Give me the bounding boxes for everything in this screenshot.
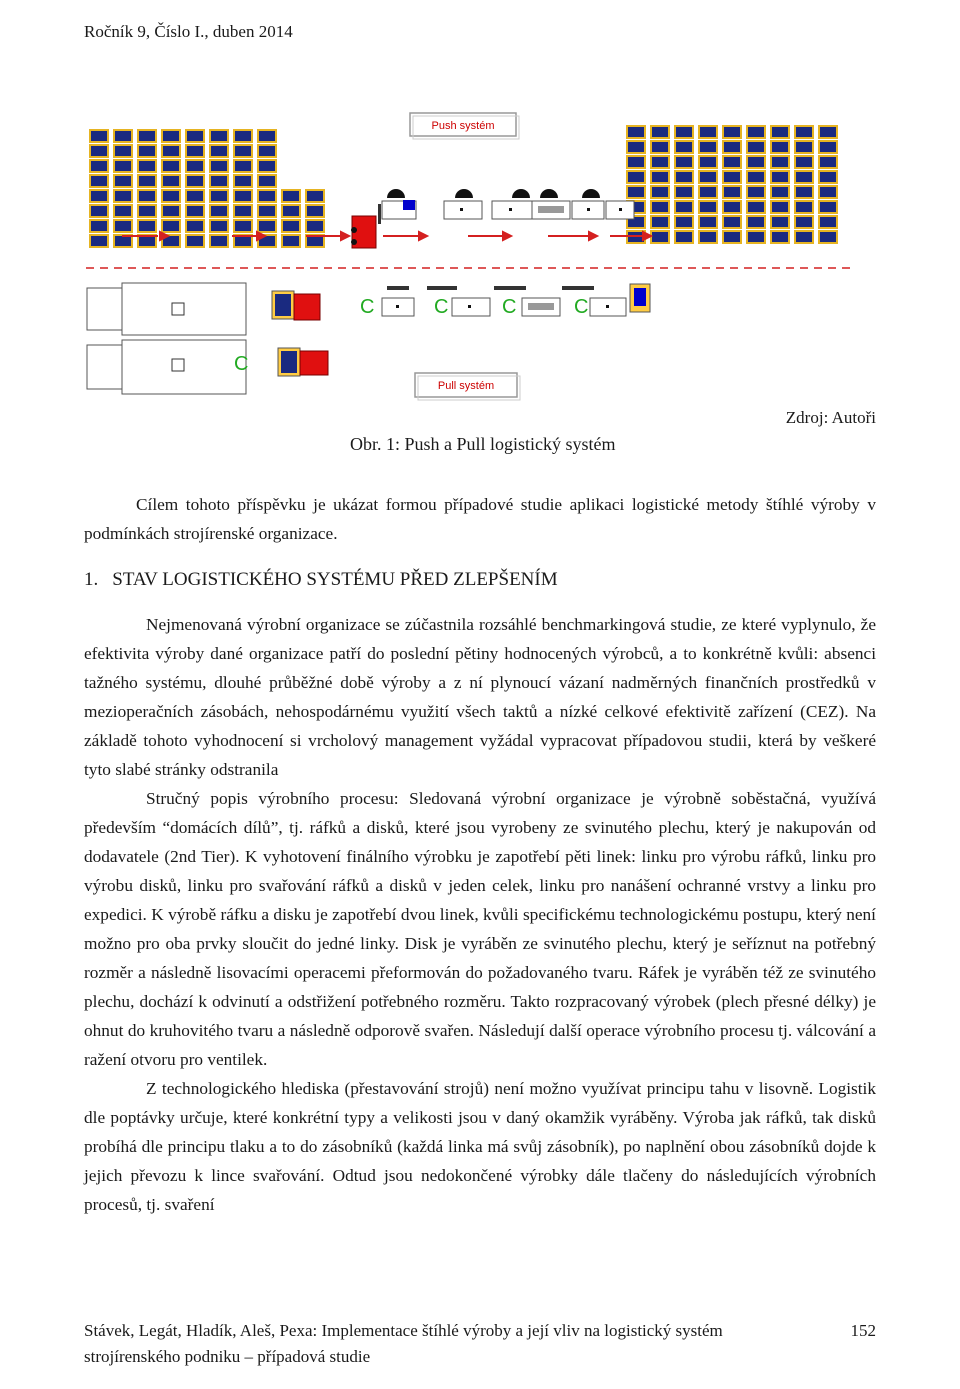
storage-rack: [90, 160, 108, 172]
storage-rack: [258, 175, 276, 187]
storage-rack: [771, 171, 789, 183]
storage-rack: [210, 145, 228, 157]
storage-rack: [234, 220, 252, 232]
storage-rack: [90, 235, 108, 247]
storage-rack: [819, 186, 837, 198]
storage-rack: [234, 145, 252, 157]
storage-rack: [723, 201, 741, 213]
section-title: STAV LOGISTICKÉHO SYSTÉMU PŘED ZLEPŠENÍM: [112, 569, 558, 590]
storage-rack: [819, 216, 837, 228]
storage-rack: [234, 130, 252, 142]
storage-rack: [795, 186, 813, 198]
storage-rack: [186, 235, 204, 247]
storage-rack: [723, 171, 741, 183]
storage-rack: [234, 160, 252, 172]
storage-rack: [162, 160, 180, 172]
pull-system-label: [415, 373, 520, 400]
storage-rack: [627, 156, 645, 168]
storage-rack: [747, 231, 765, 243]
storage-rack: [723, 186, 741, 198]
storage-rack: [795, 126, 813, 138]
storage-rack: [282, 205, 300, 217]
storage-rack: [162, 190, 180, 202]
storage-rack: [795, 216, 813, 228]
push-storage-racks-right: [627, 126, 837, 243]
storage-rack: [819, 126, 837, 138]
push-pull-figure: [82, 108, 877, 408]
section-number: 1.: [84, 569, 99, 590]
storage-rack: [138, 130, 156, 142]
body-paragraph: Stručný popis výrobního procesu: Sledovaná výrobní organizace je výrobně soběstačná, využívá především “domácích dílů”, tj. ráfků a disků, které jsou vyrobeny ze svinutého plechu, který je nakupován od dodavatele (2nd Tier). K vyhotovení finálního výrobku je zapotřebí pěti linek: linku pro výrobu ráfků, linku pro výrobu disků, linku pro svařování ráfků a disků v jeden celek, linku pro nanášení ochranné vrstvy a linku pro expedici. K výrobě ráfku a disku je zapotřebí dvou linek, kvůli specifickému technologickému postupu, který není možno pro oba prvky sloučit do jedné linky. Disk je vyráběn ze svinutého plechu, který je seříznut na potřebný rozměr a následně lisovacími operacemi přeformován do požadovaného tvaru. Ráfek je vyráběn též ze svinutého plechu, dochází k odvinutí a odstřižení potřebného rozměru. Takto rozpracovaný výrobek (plech přesné délky) je ohnut do kruhovitého tvaru a následně odporově svařen. Následují další operace výrobního procesu tj. válcování a ražení otvoru pro ventilek.: [84, 789, 876, 1069]
storage-rack: [306, 220, 324, 232]
storage-rack: [90, 130, 108, 142]
storage-rack: [651, 126, 669, 138]
svg-text:C: C: [234, 353, 249, 375]
storage-rack: [186, 160, 204, 172]
storage-rack: [90, 145, 108, 157]
storage-rack: [795, 201, 813, 213]
storage-rack: [699, 216, 717, 228]
storage-rack: [162, 205, 180, 217]
storage-rack: [651, 186, 669, 198]
storage-rack: [651, 156, 669, 168]
storage-rack: [627, 126, 645, 138]
storage-rack: [627, 141, 645, 153]
storage-rack: [723, 216, 741, 228]
storage-rack: [771, 231, 789, 243]
storage-rack: [258, 160, 276, 172]
storage-rack: [306, 190, 324, 202]
storage-rack: [258, 190, 276, 202]
storage-rack: [258, 205, 276, 217]
storage-rack: [90, 220, 108, 232]
storage-rack: [138, 220, 156, 232]
storage-rack: [771, 216, 789, 228]
delivery-trucks: [87, 283, 248, 394]
storage-rack: [90, 190, 108, 202]
running-header: Ročník 9, Číslo I., duben 2014: [84, 22, 293, 41]
svg-text:C: C: [360, 296, 375, 318]
pull-label-text: Pull systém: [437, 380, 495, 392]
storage-rack: [699, 126, 717, 138]
storage-rack: [138, 205, 156, 217]
storage-rack: [747, 126, 765, 138]
storage-rack: [627, 171, 645, 183]
storage-rack: [210, 190, 228, 202]
storage-rack: [771, 156, 789, 168]
page-number: 152: [850, 1321, 876, 1340]
storage-rack: [138, 145, 156, 157]
storage-rack: [186, 205, 204, 217]
storage-rack: [114, 190, 132, 202]
storage-rack: [186, 145, 204, 157]
storage-rack: [675, 231, 693, 243]
storage-rack: [723, 156, 741, 168]
svg-text:C: C: [434, 296, 449, 318]
storage-rack: [114, 205, 132, 217]
storage-rack: [234, 190, 252, 202]
storage-rack: [747, 216, 765, 228]
storage-rack: [747, 171, 765, 183]
pull-line-workstations: [272, 284, 650, 376]
storage-rack: [258, 145, 276, 157]
storage-rack: [699, 156, 717, 168]
storage-rack: [210, 205, 228, 217]
storage-rack: [138, 190, 156, 202]
storage-rack: [186, 130, 204, 142]
storage-rack: [795, 231, 813, 243]
figure-caption: Obr. 1: Push a Pull logistický systém: [350, 434, 616, 454]
storage-rack: [210, 160, 228, 172]
storage-rack: [747, 141, 765, 153]
push-system-label: [410, 113, 519, 139]
storage-rack: [282, 190, 300, 202]
figure-source: Zdroj: Autoři: [785, 408, 876, 427]
storage-rack: [819, 141, 837, 153]
storage-rack: [675, 216, 693, 228]
storage-rack: [699, 171, 717, 183]
storage-rack: [186, 220, 204, 232]
storage-rack: [747, 156, 765, 168]
storage-rack: [138, 160, 156, 172]
intro-paragraph: Cílem tohoto příspěvku je ukázat formou případové studie aplikaci logistické metody štíhlé výroby v podmínkách strojírenské organizace.: [84, 495, 876, 543]
storage-rack: [675, 126, 693, 138]
main-text: [84, 610, 876, 1219]
storage-rack: [138, 175, 156, 187]
page-footer: [84, 1318, 876, 1370]
storage-rack: [186, 175, 204, 187]
storage-rack: [675, 156, 693, 168]
storage-rack: [771, 186, 789, 198]
storage-rack: [90, 205, 108, 217]
storage-rack: [771, 201, 789, 213]
storage-rack: [699, 201, 717, 213]
storage-rack: [675, 201, 693, 213]
footer-authors-title: Stávek, Legát, Hladík, Aleš, Pexa: Implementace štíhlé výroby a její vliv na logistický systém strojírenského podniku – případová studie: [84, 1321, 723, 1366]
storage-rack: [651, 171, 669, 183]
storage-rack: [234, 175, 252, 187]
storage-rack: [819, 156, 837, 168]
storage-rack: [114, 175, 132, 187]
storage-rack: [114, 160, 132, 172]
storage-rack: [723, 141, 741, 153]
storage-rack: [651, 141, 669, 153]
storage-rack: [162, 220, 180, 232]
storage-rack: [795, 141, 813, 153]
body-paragraph: Nejmenovaná výrobní organizace se zúčastnila rozsáhlé benchmarkingová studie, ze které vyplynulo, že efektivita výroby dané organizace patří do poslední pětiny hodnocených výrobců, a to konkrétně kvůli: absenci tažného systému, dlouhé průběžné době výroby a z ní plynoucí vázaní nadměrných finančních prostředků v mezioperačních zásobách, nehospodárnému využití všech taktů a nízké celkové efektivitě zařízení (CEZ). Na základě tohoto vyhodnocení si vrcholový management vyžádal vypracovat případovou studii, která by veškeré tyto slabé stránky odstranila: [84, 615, 876, 779]
storage-rack: [747, 186, 765, 198]
storage-rack: [162, 145, 180, 157]
storage-rack: [699, 141, 717, 153]
storage-rack: [819, 201, 837, 213]
push-storage-racks-left: [90, 130, 324, 247]
storage-rack: [771, 126, 789, 138]
storage-rack: [723, 126, 741, 138]
storage-rack: [771, 141, 789, 153]
storage-rack: [282, 235, 300, 247]
storage-rack: [651, 201, 669, 213]
storage-rack: [675, 186, 693, 198]
storage-rack: [258, 130, 276, 142]
push-label-text: Push systém: [431, 120, 495, 132]
storage-rack: [162, 130, 180, 142]
storage-rack: [210, 235, 228, 247]
storage-rack: [114, 145, 132, 157]
storage-rack: [675, 171, 693, 183]
storage-rack: [162, 175, 180, 187]
svg-text:C: C: [502, 296, 517, 318]
storage-rack: [699, 231, 717, 243]
storage-rack: [747, 201, 765, 213]
storage-rack: [795, 156, 813, 168]
storage-rack: [627, 186, 645, 198]
storage-rack: [114, 130, 132, 142]
storage-rack: [210, 220, 228, 232]
section-heading: [84, 569, 558, 591]
storage-rack: [723, 231, 741, 243]
storage-rack: [210, 175, 228, 187]
storage-rack: [210, 130, 228, 142]
storage-rack: [114, 220, 132, 232]
storage-rack: [186, 190, 204, 202]
storage-rack: [90, 175, 108, 187]
storage-rack: [795, 171, 813, 183]
storage-rack: [258, 220, 276, 232]
storage-rack: [651, 216, 669, 228]
body-paragraph: Z technologického hlediska (přestavování strojů) není možno využívat principu tahu v lisovně. Logistik dle poptávky určuje, které konkrétní typy a velikosti jsou v daný okamžik vyráběny. Výroba jak ráfků, tak disků probíhá dle principu tlaku a to do zásobníků (každá linka má svůj zásobník), po naplnění obou zásobníků dojde k jejich převozu k lince svařování. Odtud jsou nedokončené výrobky dále tlačeny do následujících výrobních procesů, tj. svaření: [84, 1079, 876, 1214]
storage-rack: [651, 231, 669, 243]
storage-rack: [699, 186, 717, 198]
svg-text:C: C: [574, 296, 589, 318]
storage-rack: [282, 220, 300, 232]
storage-rack: [675, 141, 693, 153]
storage-rack: [819, 171, 837, 183]
storage-rack: [306, 205, 324, 217]
storage-rack: [819, 231, 837, 243]
storage-rack: [234, 205, 252, 217]
